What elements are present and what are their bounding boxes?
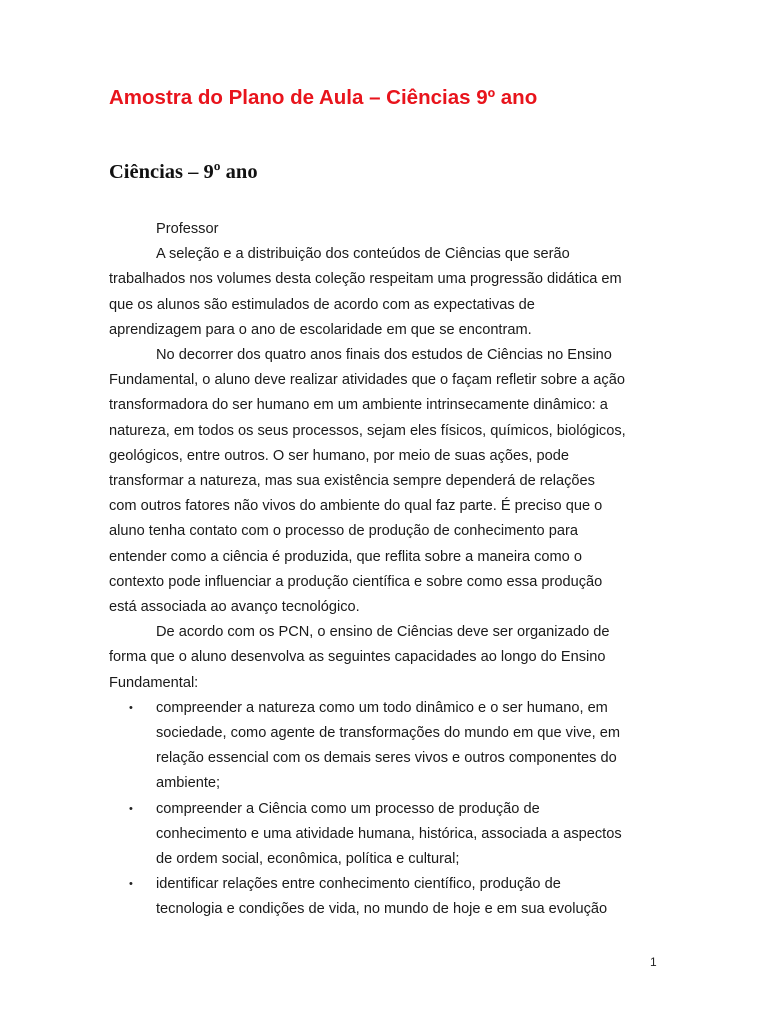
text-line: aprendizagem para o ano de escolaridade em que se encontram. <box>109 321 532 338</box>
text-line: A seleção e a distribuição dos conteúdos de Ciências que serão <box>156 246 570 263</box>
text-line: transformar a natureza, mas sua existência sempre dependerá de relações <box>109 473 595 490</box>
text-line: entender como a ciência é produzida, que reflita sobre a maneira como o <box>109 548 582 565</box>
text-line: No decorrer dos quatro anos finais dos estudos de Ciências no Ensino <box>156 347 612 364</box>
bullet-icon: • <box>129 802 133 815</box>
document-title: Amostra do Plano de Aula – Ciências 9º ano <box>109 86 538 109</box>
text-line: contexto pode influenciar a produção científica e sobre como essa produção <box>109 573 603 590</box>
paragraph-selecao <box>109 242 669 343</box>
text-line: conhecimento e uma atividade humana, histórica, associada a aspectos <box>156 825 622 842</box>
text-line: que os alunos são estimulados de acordo com as expectativas de <box>109 296 535 313</box>
text-line: trabalhados nos volumes desta coleção respeitam uma progressão didática em <box>109 271 622 288</box>
text-line: ambiente; <box>156 775 221 792</box>
bullet-icon: • <box>129 878 133 891</box>
paragraph-decorrer <box>109 343 669 620</box>
text-line: Fundamental, o aluno deve realizar atividades que o façam refletir sobre a ação <box>109 372 625 389</box>
text-line: compreender a Ciência como um processo de produção de <box>156 800 540 817</box>
text-line: compreender a natureza como um todo dinâmico e o ser humano, em <box>156 699 608 716</box>
list-item <box>109 696 669 797</box>
text-line: de ordem social, econômica, política e cultural; <box>156 851 460 868</box>
page-number: 1 <box>650 955 657 969</box>
text-line: De acordo com os PCN, o ensino de Ciências deve ser organizado de <box>156 624 610 641</box>
capabilities-list <box>109 696 669 923</box>
text-line: Professor <box>156 221 219 237</box>
text-line: geológicos, entre outros. O ser humano, por meio de suas ações, pode <box>109 447 569 464</box>
text-line: natureza, em todos os seus processos, sejam eles físicos, químicos, biológicos, <box>109 422 626 439</box>
text-line: forma que o aluno desenvolva as seguintes capacidades ao longo do Ensino <box>109 649 606 666</box>
list-item <box>109 872 669 922</box>
paragraph-pcn <box>109 620 669 696</box>
list-item <box>109 797 669 873</box>
paragraph-professor <box>109 217 669 242</box>
body-text <box>109 217 669 923</box>
text-line: transformadora do ser humano em um ambiente intrinsecamente dinâmico: a <box>109 397 608 414</box>
text-line: com outros fatores não vivos do ambiente do qual faz parte. É preciso que o <box>109 498 603 515</box>
subject-heading: Ciências – 9º ano <box>109 161 258 183</box>
text-line: relação essencial com os demais seres vivos e outros componentes do <box>156 750 617 767</box>
text-line: aluno tenha contato com o processo de produção de conhecimento para <box>109 523 578 540</box>
text-line: está associada ao avanço tecnológico. <box>109 599 360 616</box>
text-line: tecnologia e condições de vida, no mundo de hoje e em sua evolução <box>156 901 608 918</box>
bullet-icon: • <box>129 701 133 714</box>
text-line: identificar relações entre conhecimento científico, produção de <box>156 876 561 893</box>
text-line: sociedade, como agente de transformações do mundo em que vive, em <box>156 725 621 742</box>
text-line: Fundamental: <box>109 674 199 691</box>
